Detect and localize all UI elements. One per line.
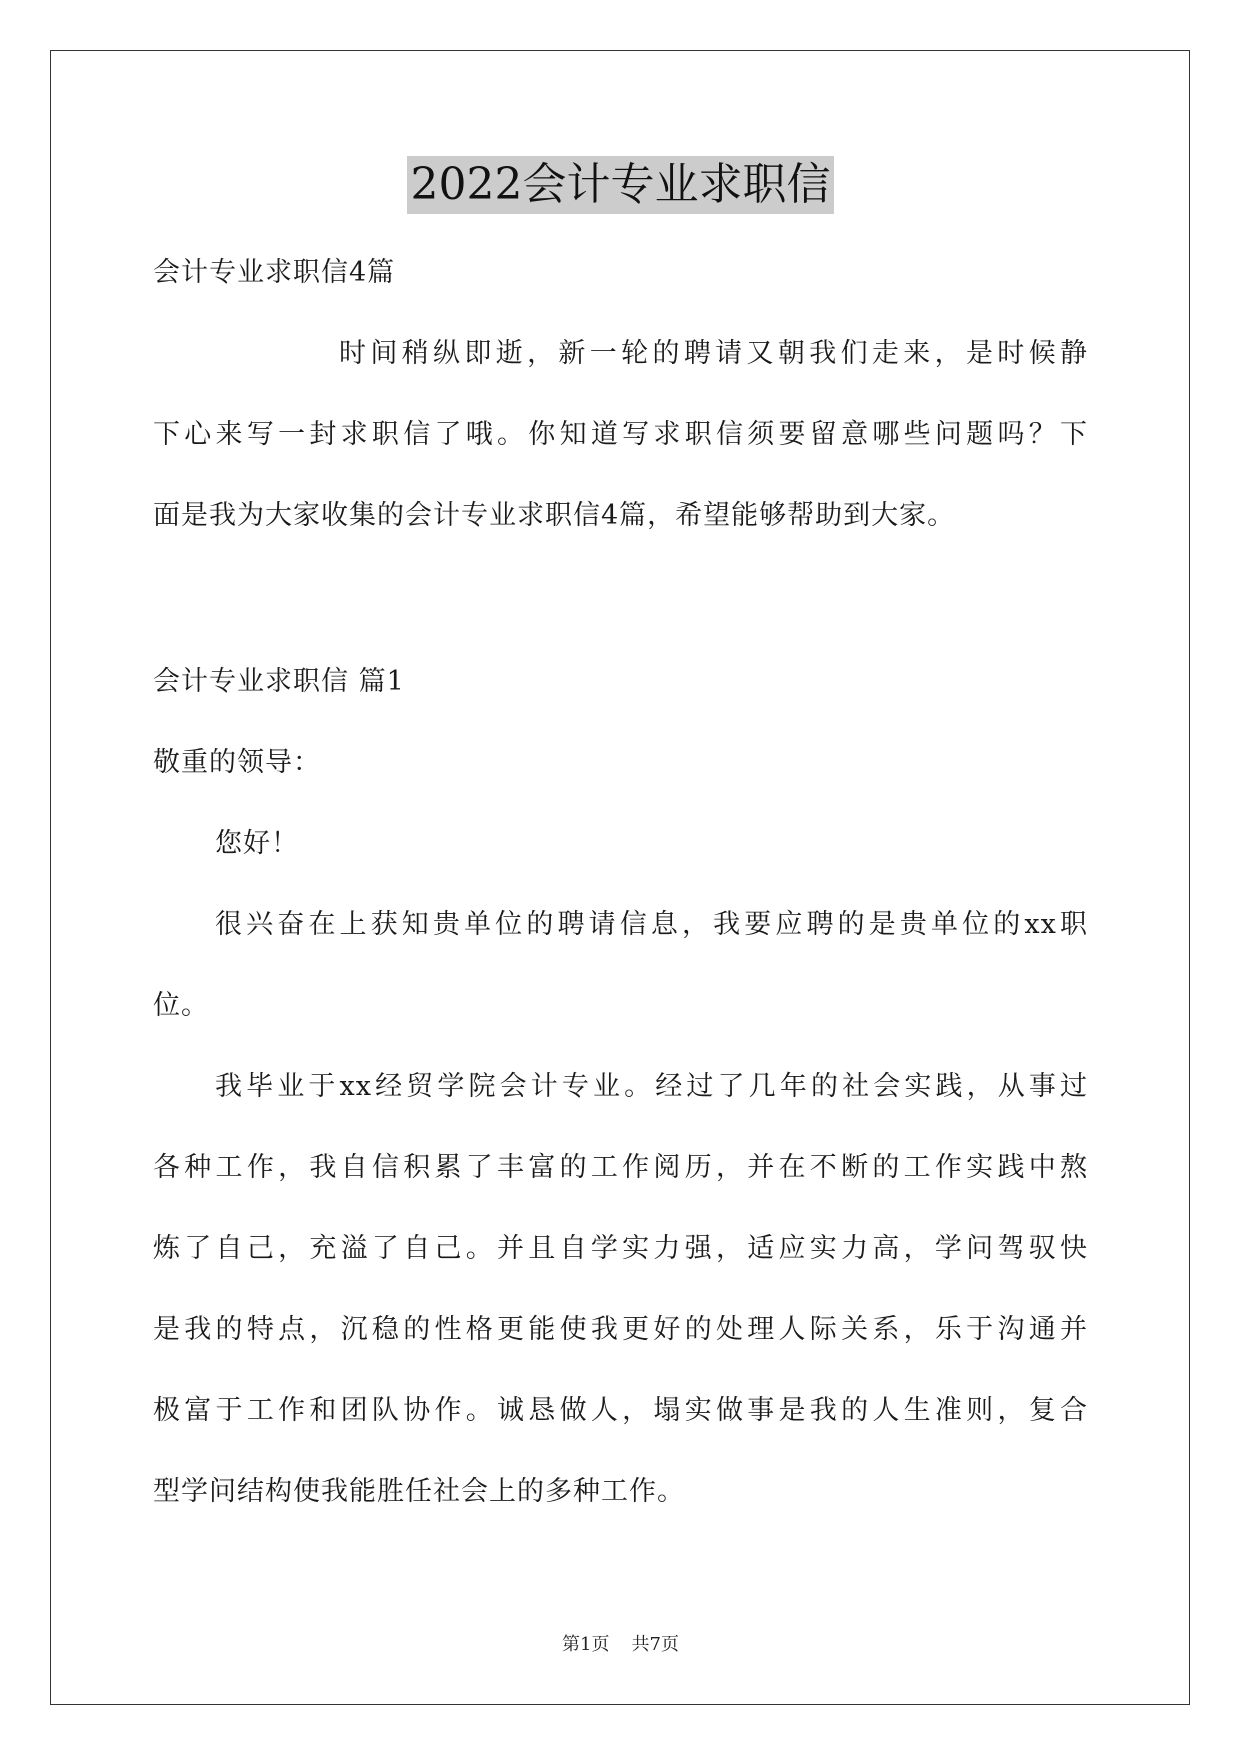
paragraph-line: 很兴奋在上获知贵单位的聘请信息，我要应聘的是贵单位的xx职 — [215, 909, 1088, 940]
paragraph-line: 极富于工作和团队协作。诚恳做人，塌实做事是我的人生准则，复合 — [153, 1395, 1088, 1426]
intro-line: 时间稍纵即逝，新一轮的聘请又朝我们走来，是时候静 — [339, 338, 1088, 369]
intro-line: 面是我为大家收集的会计专业求职信4篇，希望能够帮助到大家。 — [153, 500, 956, 531]
document-title: 2022会计专业求职信 — [407, 156, 835, 214]
section-heading: 会计专业求职信 篇1 — [153, 666, 405, 697]
page-number: 第1页 — [562, 1634, 610, 1655]
paragraph-line: 位。 — [153, 990, 209, 1021]
spacer — [153, 556, 1088, 641]
salutation: 敬重的领导： — [153, 747, 321, 778]
paragraph-line: 型学问结构使我能胜任社会上的多种工作。 — [153, 1476, 685, 1507]
paragraph-line: 我毕业于xx经贸学院会计专业。经过了几年的社会实践，从事过 — [215, 1071, 1088, 1102]
document-body — [153, 232, 1088, 1532]
subtitle: 会计专业求职信4篇 — [153, 257, 396, 288]
paragraph-line: 各种工作，我自信积累了丰富的工作阅历，并在不断的工作实践中熬 — [153, 1152, 1088, 1183]
intro-line: 下心来写一封求职信了哦。你知道写求职信须要留意哪些问题吗？下 — [153, 419, 1088, 450]
page-footer — [0, 1630, 1241, 1656]
page-total: 共7页 — [631, 1634, 679, 1655]
greeting: 您好！ — [215, 828, 299, 859]
paragraph-line: 是我的特点，沉稳的性格更能使我更好的处理人际关系，乐于沟通并 — [153, 1314, 1088, 1345]
title-container — [0, 156, 1241, 214]
paragraph-line: 炼了自己，充溢了自己。并且自学实力强，适应实力高，学问驾驭快 — [153, 1233, 1088, 1264]
